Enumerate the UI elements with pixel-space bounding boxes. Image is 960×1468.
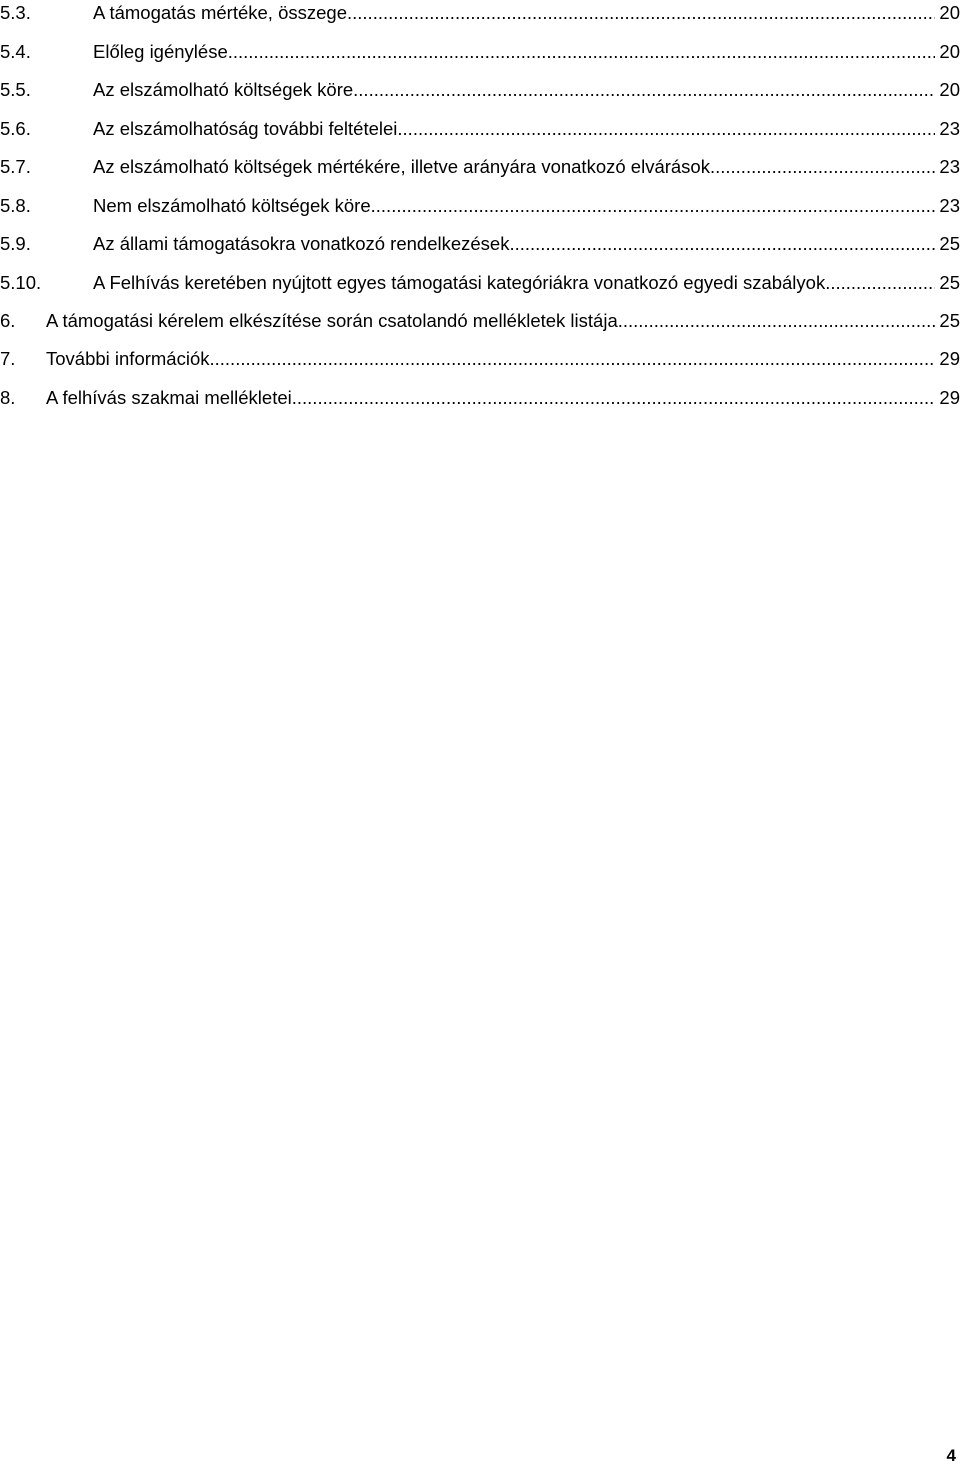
toc-leader-dots bbox=[210, 347, 936, 371]
toc-entry-page: 29 bbox=[939, 348, 960, 369]
toc-entry-6[interactable] bbox=[0, 309, 960, 333]
toc-entry-link[interactable] bbox=[46, 309, 960, 333]
toc-entry-number: 5.3. bbox=[0, 2, 31, 23]
toc-entry-page: 29 bbox=[939, 387, 960, 408]
toc-entry-title: Az állami támogatásokra vonatkozó rendelkezések bbox=[93, 233, 510, 254]
toc-entry-page: 25 bbox=[939, 233, 960, 254]
toc-entry-link[interactable] bbox=[93, 117, 960, 141]
toc-entry-page: 25 bbox=[939, 310, 960, 331]
toc-entry-title: Nem elszámolható költségek köre bbox=[93, 195, 371, 216]
toc-entry-page: 23 bbox=[939, 156, 960, 177]
toc-entry-number: 5.9. bbox=[0, 233, 31, 254]
toc-entry-5-8[interactable] bbox=[0, 194, 960, 218]
toc-leader-dots bbox=[397, 117, 935, 141]
toc-entry-7[interactable] bbox=[0, 347, 960, 371]
toc-entry-title: A támogatás mértéke, összege bbox=[93, 2, 347, 23]
toc-entry-page: 20 bbox=[939, 2, 960, 23]
toc-entry-number: 5.8. bbox=[0, 195, 31, 216]
toc-entry-number: 5.5. bbox=[0, 79, 31, 100]
toc-leader-dots bbox=[825, 271, 935, 295]
toc-entry-8[interactable] bbox=[0, 386, 960, 410]
toc-leader-dots bbox=[509, 232, 935, 256]
toc-entry-title: A támogatási kérelem elkészítése során csatolandó mellékletek listája bbox=[46, 310, 618, 331]
toc-entry-number: 5.4. bbox=[0, 41, 31, 62]
toc-entry-link[interactable] bbox=[93, 1, 960, 25]
page-number: 4 bbox=[946, 1446, 956, 1465]
toc-entry-page: 23 bbox=[939, 195, 960, 216]
toc-entry-number: 8. bbox=[0, 387, 16, 408]
toc-entry-title: Előleg igénylése bbox=[93, 41, 228, 62]
toc-entry-5-4[interactable] bbox=[0, 40, 960, 64]
toc-entry-title: A Felhívás keretében nyújtott egyes támogatási kategóriákra vonatkozó egyedi szabályok bbox=[93, 272, 826, 293]
toc-entry-page: 20 bbox=[939, 41, 960, 62]
toc-leader-dots bbox=[347, 1, 935, 25]
toc-entry-number: 7. bbox=[0, 348, 16, 369]
toc-entry-page: 25 bbox=[939, 272, 960, 293]
toc-leader-dots bbox=[353, 78, 935, 102]
toc-entry-link[interactable] bbox=[93, 78, 960, 102]
toc-entry-link[interactable] bbox=[93, 232, 960, 256]
toc-entry-page: 23 bbox=[939, 118, 960, 139]
toc-entry-link[interactable] bbox=[93, 271, 960, 295]
toc-entry-link[interactable] bbox=[93, 155, 960, 179]
toc-entry-link[interactable] bbox=[46, 347, 960, 371]
toc-entry-5-10[interactable] bbox=[0, 271, 960, 295]
toc-entry-title: A felhívás szakmai mellékletei bbox=[46, 387, 292, 408]
toc-leader-dots bbox=[618, 309, 936, 333]
toc-leader-dots bbox=[710, 155, 935, 179]
toc-entry-title: Az elszámolható költségek köre bbox=[93, 79, 354, 100]
toc-entry-5-9[interactable] bbox=[0, 232, 960, 256]
toc-entry-title: Az elszámolható költségek mértékére, illetve arányára vonatkozó elvárások bbox=[93, 156, 710, 177]
toc-entry-title: Az elszámolhatóság további feltételei bbox=[93, 118, 398, 139]
toc-entry-link[interactable] bbox=[93, 194, 960, 218]
toc-entry-5-7[interactable] bbox=[0, 155, 960, 179]
toc-entry-5-5[interactable] bbox=[0, 78, 960, 102]
toc-entry-title: További információk bbox=[46, 348, 210, 369]
toc-entry-link[interactable] bbox=[93, 40, 960, 64]
toc-entry-5-6[interactable] bbox=[0, 117, 960, 141]
toc-entry-number: 6. bbox=[0, 310, 16, 331]
toc-leader-dots bbox=[228, 40, 936, 64]
toc-entry-number: 5.10. bbox=[0, 272, 42, 293]
toc-entry-number: 5.7. bbox=[0, 156, 31, 177]
toc-leader-dots bbox=[371, 194, 936, 218]
toc-entry-number: 5.6. bbox=[0, 118, 31, 139]
toc-leader-dots bbox=[292, 386, 936, 410]
toc-entry-5-3[interactable] bbox=[0, 1, 960, 25]
toc-entry-link[interactable] bbox=[46, 386, 960, 410]
toc-entry-page: 20 bbox=[939, 79, 960, 100]
